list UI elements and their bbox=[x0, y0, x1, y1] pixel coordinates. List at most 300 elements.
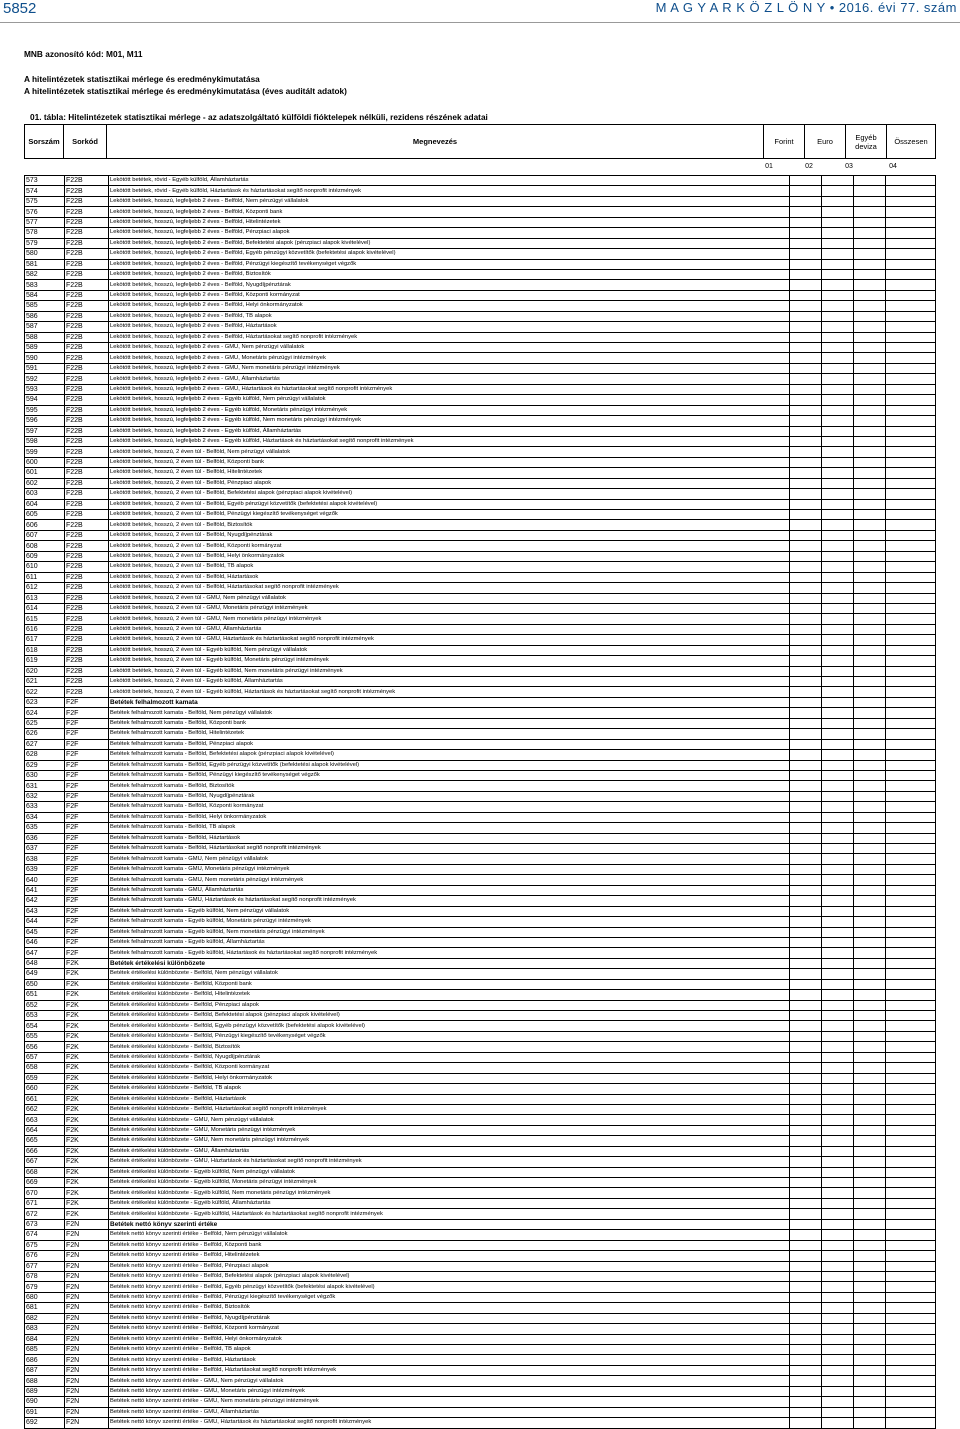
row-egyeb bbox=[854, 729, 886, 739]
row-megnevezes: Betétek értékelési különbözete - GMU, Nem pénzügyi vállalatok bbox=[109, 1115, 790, 1125]
row-egyeb bbox=[854, 186, 886, 196]
row-megnevezes: Betétek értékelési különbözete - Belföld, Pénzpiaci alapok bbox=[109, 1000, 790, 1010]
row-osszesen bbox=[886, 489, 936, 499]
row-megnevezes: Lekötött betétek, hosszú, 2 éven túl - Belföld, Hitelintézetek bbox=[109, 468, 790, 478]
row-egyeb bbox=[854, 1324, 886, 1334]
row-sorkod: F22B bbox=[65, 687, 109, 697]
row-sorkod: F22B bbox=[65, 259, 109, 269]
row-forint bbox=[790, 489, 822, 499]
table-row bbox=[25, 885, 936, 895]
row-forint bbox=[790, 1125, 822, 1135]
row-euro bbox=[822, 614, 854, 624]
row-egyeb bbox=[854, 885, 886, 895]
row-sorkod: F2F bbox=[65, 844, 109, 854]
row-megnevezes: Betétek nettó könyv szerinti értéke - Belföld, Befektetési alapok (pénzpiaci alapok kivételével) bbox=[109, 1271, 790, 1281]
row-megnevezes: Lekötött betétek, hosszú, 2 éven túl - Belföld, Nyugdíjpénztárak bbox=[109, 530, 790, 540]
row-forint bbox=[790, 332, 822, 342]
row-forint bbox=[790, 1407, 822, 1417]
row-euro bbox=[822, 332, 854, 342]
table-row bbox=[25, 1073, 936, 1083]
row-sorszam: 656 bbox=[25, 1042, 65, 1052]
row-egyeb bbox=[854, 301, 886, 311]
row-megnevezes: Betétek felhalmozott kamata - Belföld, Pénzügyi kiegészítő tevékenységet végzők bbox=[109, 770, 790, 780]
row-egyeb bbox=[854, 1313, 886, 1323]
table-row bbox=[25, 478, 936, 488]
row-euro bbox=[822, 750, 854, 760]
row-egyeb bbox=[854, 1063, 886, 1073]
row-sorkod: F2N bbox=[65, 1251, 109, 1261]
row-egyeb bbox=[854, 1084, 886, 1094]
row-sorszam: 669 bbox=[25, 1178, 65, 1188]
table-row bbox=[25, 1031, 936, 1041]
row-forint bbox=[790, 217, 822, 227]
row-megnevezes: Betétek értékelési különbözete - Belföld, Nyugdíjpénztárak bbox=[109, 1052, 790, 1062]
row-euro bbox=[822, 864, 854, 874]
row-sorszam: 671 bbox=[25, 1198, 65, 1208]
row-osszesen bbox=[886, 1209, 936, 1219]
row-sorszam: 636 bbox=[25, 833, 65, 843]
row-euro bbox=[822, 781, 854, 791]
row-sorszam: 632 bbox=[25, 791, 65, 801]
row-sorszam: 607 bbox=[25, 530, 65, 540]
table-row bbox=[25, 1292, 936, 1302]
row-sorkod: F22B bbox=[65, 207, 109, 217]
table-row bbox=[25, 791, 936, 801]
row-megnevezes: Lekötött betétek, hosszú, 2 éven túl - Egyéb külföld, Nem pénzügyi vállalatok bbox=[109, 645, 790, 655]
row-forint bbox=[790, 259, 822, 269]
row-forint bbox=[790, 426, 822, 436]
row-sorszam: 611 bbox=[25, 572, 65, 582]
mnb-code: MNB azonosító kód: M01, M11 bbox=[24, 49, 143, 59]
table-row bbox=[25, 603, 936, 613]
row-forint bbox=[790, 1292, 822, 1302]
row-sorszam: 604 bbox=[25, 499, 65, 509]
table-row bbox=[25, 1094, 936, 1104]
row-megnevezes: Lekötött betétek, hosszú, legfeljebb 2 éves - GMU, Államháztartás bbox=[109, 374, 790, 384]
row-sorkod: F2K bbox=[65, 990, 109, 1000]
row-megnevezes: Betétek felhalmozott kamata - Egyéb külföld, Nem pénzügyi vállalatok bbox=[109, 906, 790, 916]
row-sorszam: 683 bbox=[25, 1324, 65, 1334]
row-megnevezes: Betétek értékelési különbözete - GMU, Nem monetáris pénzügyi intézmények bbox=[109, 1136, 790, 1146]
row-osszesen bbox=[886, 186, 936, 196]
row-forint bbox=[790, 238, 822, 248]
row-sorkod: F22B bbox=[65, 468, 109, 478]
row-megnevezes: Betétek felhalmozott kamata - Belföld, Nem pénzügyi vállalatok bbox=[109, 708, 790, 718]
row-egyeb bbox=[854, 311, 886, 321]
row-euro bbox=[822, 1292, 854, 1302]
row-megnevezes: Lekötött betétek, rövid - Egyéb külföld, Államháztartás bbox=[109, 176, 790, 186]
row-megnevezes: Betétek nettó könyv szerinti értéke bbox=[109, 1219, 790, 1229]
row-osszesen bbox=[886, 1230, 936, 1240]
row-sorszam: 648 bbox=[25, 958, 65, 968]
row-euro bbox=[822, 1115, 854, 1125]
row-megnevezes: Lekötött betétek, hosszú, 2 éven túl - GMU, Háztartások és háztartásokat segítő nonprofit intézmények bbox=[109, 635, 790, 645]
table-row bbox=[25, 1324, 936, 1334]
row-osszesen bbox=[886, 1397, 936, 1407]
row-osszesen bbox=[886, 624, 936, 634]
row-sorszam: 643 bbox=[25, 906, 65, 916]
row-sorkod: F22B bbox=[65, 499, 109, 509]
row-sorszam: 626 bbox=[25, 729, 65, 739]
row-osszesen bbox=[886, 645, 936, 655]
row-egyeb bbox=[854, 238, 886, 248]
table-row bbox=[25, 1188, 936, 1198]
row-sorkod: F22B bbox=[65, 457, 109, 467]
row-euro bbox=[822, 854, 854, 864]
row-euro bbox=[822, 1125, 854, 1135]
row-forint bbox=[790, 1376, 822, 1386]
row-forint bbox=[790, 1167, 822, 1177]
row-osszesen bbox=[886, 1345, 936, 1355]
row-forint bbox=[790, 1104, 822, 1114]
row-euro bbox=[822, 426, 854, 436]
row-forint bbox=[790, 1178, 822, 1188]
row-sorszam: 615 bbox=[25, 614, 65, 624]
table-row bbox=[25, 823, 936, 833]
row-euro bbox=[822, 1334, 854, 1344]
row-egyeb bbox=[854, 1073, 886, 1083]
report-title-2: A hitelintézetek statisztikai mérlege és eredménykimutatása (éves auditált adatok) bbox=[24, 86, 347, 96]
row-euro bbox=[822, 468, 854, 478]
row-egyeb bbox=[854, 844, 886, 854]
table-row bbox=[25, 551, 936, 561]
row-sorszam: 638 bbox=[25, 854, 65, 864]
row-megnevezes: Lekötött betétek, hosszú, 2 éven túl - Belföld, Befektetési alapok (pénzpiaci alapok kivételével) bbox=[109, 489, 790, 499]
row-megnevezes: Betétek felhalmozott kamata - Egyéb külföld, Nem monetáris pénzügyi intézmények bbox=[109, 927, 790, 937]
row-forint bbox=[790, 1230, 822, 1240]
table-row bbox=[25, 687, 936, 697]
row-osszesen bbox=[886, 583, 936, 593]
row-egyeb bbox=[854, 864, 886, 874]
row-megnevezes: Betétek értékelési különbözete - Belföld, Befektetési alapok (pénzpiaci alapok kivételével) bbox=[109, 1011, 790, 1021]
row-osszesen bbox=[886, 290, 936, 300]
table-row bbox=[25, 645, 936, 655]
row-sorszam: 644 bbox=[25, 917, 65, 927]
row-megnevezes: Lekötött betétek, hosszú, legfeljebb 2 éves - Belföld, Háztartások bbox=[109, 322, 790, 332]
row-forint bbox=[790, 196, 822, 206]
row-osszesen bbox=[886, 875, 936, 885]
row-forint bbox=[790, 614, 822, 624]
row-osszesen bbox=[886, 1198, 936, 1208]
row-egyeb bbox=[854, 1355, 886, 1365]
row-forint bbox=[790, 353, 822, 363]
row-megnevezes: Lekötött betétek, hosszú, 2 éven túl - GMU, Államháztartás bbox=[109, 624, 790, 634]
row-osszesen bbox=[886, 937, 936, 947]
row-sorszam: 622 bbox=[25, 687, 65, 697]
row-euro bbox=[822, 269, 854, 279]
row-forint bbox=[790, 207, 822, 217]
row-egyeb bbox=[854, 1345, 886, 1355]
row-osszesen bbox=[886, 1052, 936, 1062]
row-euro bbox=[822, 885, 854, 895]
row-egyeb bbox=[854, 1261, 886, 1271]
row-osszesen bbox=[886, 635, 936, 645]
row-sorkod: F2N bbox=[65, 1313, 109, 1323]
row-megnevezes: Betétek felhalmozott kamata - Belföld, Egyéb pénzügyi közvetítők (befektetési alapok kivételével) bbox=[109, 760, 790, 770]
table-row bbox=[25, 196, 936, 206]
row-euro bbox=[822, 416, 854, 426]
row-sorkod: F22B bbox=[65, 395, 109, 405]
row-egyeb bbox=[854, 1000, 886, 1010]
row-forint bbox=[790, 1303, 822, 1313]
row-sorkod: F22B bbox=[65, 249, 109, 259]
row-sorkod: F22B bbox=[65, 593, 109, 603]
row-megnevezes: Lekötött betétek, hosszú, legfeljebb 2 éves - Egyéb külföld, Nem monetáris pénzügyi intézmények bbox=[109, 416, 790, 426]
row-osszesen bbox=[886, 1313, 936, 1323]
row-sorszam: 575 bbox=[25, 196, 65, 206]
row-sorkod: F2N bbox=[65, 1303, 109, 1313]
row-sorszam: 619 bbox=[25, 656, 65, 666]
row-megnevezes: Betétek nettó könyv szerinti értéke - Belföld, Központi bank bbox=[109, 1240, 790, 1250]
row-egyeb bbox=[854, 217, 886, 227]
row-megnevezes: Betétek nettó könyv szerinti értéke - GMU, Nem pénzügyi vállalatok bbox=[109, 1376, 790, 1386]
row-osszesen bbox=[886, 1240, 936, 1250]
row-sorszam: 689 bbox=[25, 1386, 65, 1396]
row-forint bbox=[790, 1146, 822, 1156]
row-euro bbox=[822, 635, 854, 645]
row-euro bbox=[822, 541, 854, 551]
row-megnevezes: Lekötött betétek, hosszú, legfeljebb 2 éves - GMU, Monetáris pénzügyi intézmények bbox=[109, 353, 790, 363]
row-osszesen bbox=[886, 259, 936, 269]
row-euro bbox=[822, 791, 854, 801]
row-euro bbox=[822, 1313, 854, 1323]
row-egyeb bbox=[854, 353, 886, 363]
row-sorszam: 682 bbox=[25, 1313, 65, 1323]
row-forint bbox=[790, 750, 822, 760]
row-sorszam: 640 bbox=[25, 875, 65, 885]
row-egyeb bbox=[854, 1021, 886, 1031]
table-row bbox=[25, 1063, 936, 1073]
row-sorkod: F2N bbox=[65, 1271, 109, 1281]
row-egyeb bbox=[854, 176, 886, 186]
row-sorkod: F2K bbox=[65, 1125, 109, 1135]
row-sorkod: F22B bbox=[65, 436, 109, 446]
row-osszesen bbox=[886, 1261, 936, 1271]
table-row bbox=[25, 677, 936, 687]
row-osszesen bbox=[886, 196, 936, 206]
row-osszesen bbox=[886, 1167, 936, 1177]
row-megnevezes: Betétek nettó könyv szerinti értéke - Belföld, TB alapok bbox=[109, 1345, 790, 1355]
row-euro bbox=[822, 593, 854, 603]
row-megnevezes: Betétek felhalmozott kamata - GMU, Monetáris pénzügyi intézmények bbox=[109, 864, 790, 874]
row-megnevezes: Betétek nettó könyv szerinti értéke - GMU, Monetáris pénzügyi intézmények bbox=[109, 1386, 790, 1396]
row-sorkod: F22B bbox=[65, 176, 109, 186]
row-megnevezes: Betétek értékelési különbözete bbox=[109, 958, 790, 968]
row-sorkod: F2F bbox=[65, 812, 109, 822]
row-egyeb bbox=[854, 697, 886, 707]
row-sorkod: F2F bbox=[65, 708, 109, 718]
table-row bbox=[25, 499, 936, 509]
table-row bbox=[25, 666, 936, 676]
row-sorkod: F22B bbox=[65, 677, 109, 687]
row-forint bbox=[790, 1251, 822, 1261]
row-euro bbox=[822, 729, 854, 739]
row-megnevezes: Lekötött betétek, hosszú, 2 éven túl - Egyéb külföld, Nem monetáris pénzügyi intézmények bbox=[109, 666, 790, 676]
table-row bbox=[25, 353, 936, 363]
row-osszesen bbox=[886, 1355, 936, 1365]
row-sorkod: F22B bbox=[65, 228, 109, 238]
row-sorkod: F2K bbox=[65, 1136, 109, 1146]
row-sorkod: F2N bbox=[65, 1376, 109, 1386]
row-megnevezes: Betétek nettó könyv szerinti értéke - Belföld, Nem pénzügyi vállalatok bbox=[109, 1230, 790, 1240]
table-row bbox=[25, 1052, 936, 1062]
row-euro bbox=[822, 249, 854, 259]
row-sorszam: 685 bbox=[25, 1345, 65, 1355]
row-sorkod: F22B bbox=[65, 196, 109, 206]
row-sorkod: F2K bbox=[65, 1052, 109, 1062]
row-osszesen bbox=[886, 969, 936, 979]
report-title-1: A hitelintézetek statisztikai mérlege és eredménykimutatása bbox=[24, 74, 260, 84]
row-egyeb bbox=[854, 854, 886, 864]
row-euro bbox=[822, 1261, 854, 1271]
row-egyeb bbox=[854, 207, 886, 217]
table-row bbox=[25, 426, 936, 436]
row-egyeb bbox=[854, 1167, 886, 1177]
col-header-egyeb: Egyéb deviza bbox=[846, 125, 887, 159]
row-sorszam: 663 bbox=[25, 1115, 65, 1125]
table-row bbox=[25, 802, 936, 812]
row-osszesen bbox=[886, 1365, 936, 1375]
row-sorkod: F2K bbox=[65, 1042, 109, 1052]
row-osszesen bbox=[886, 1011, 936, 1021]
row-euro bbox=[822, 363, 854, 373]
row-egyeb bbox=[854, 802, 886, 812]
row-sorkod: F2N bbox=[65, 1230, 109, 1240]
row-megnevezes: Betétek értékelési különbözete - Egyéb külföld, Nem monetáris pénzügyi intézmények bbox=[109, 1188, 790, 1198]
row-euro bbox=[822, 823, 854, 833]
row-euro bbox=[822, 510, 854, 520]
table-row bbox=[25, 447, 936, 457]
row-sorkod: F2F bbox=[65, 833, 109, 843]
row-osszesen bbox=[886, 280, 936, 290]
row-osszesen bbox=[886, 1063, 936, 1073]
row-megnevezes: Betétek felhalmozott kamata - Belföld, Központi bank bbox=[109, 718, 790, 728]
table-row bbox=[25, 1282, 936, 1292]
row-forint bbox=[790, 280, 822, 290]
row-egyeb bbox=[854, 739, 886, 749]
row-sorkod: F22B bbox=[65, 447, 109, 457]
table-row bbox=[25, 656, 936, 666]
row-euro bbox=[822, 677, 854, 687]
row-osszesen bbox=[886, 666, 936, 676]
table-row bbox=[25, 1011, 936, 1021]
row-osszesen bbox=[886, 1073, 936, 1083]
row-megnevezes: Betétek felhalmozott kamata - GMU, Nem monetáris pénzügyi intézmények bbox=[109, 875, 790, 885]
row-forint bbox=[790, 1073, 822, 1083]
row-sorkod: F2K bbox=[65, 1084, 109, 1094]
row-euro bbox=[822, 1251, 854, 1261]
row-sorszam: 639 bbox=[25, 864, 65, 874]
row-sorszam: 629 bbox=[25, 760, 65, 770]
row-sorkod: F22B bbox=[65, 280, 109, 290]
row-euro bbox=[822, 196, 854, 206]
row-sorkod: F22B bbox=[65, 656, 109, 666]
row-osszesen bbox=[886, 948, 936, 958]
row-megnevezes: Betétek értékelési különbözete - Egyéb külföld, Államháztartás bbox=[109, 1198, 790, 1208]
table-row bbox=[25, 1313, 936, 1323]
row-forint bbox=[790, 583, 822, 593]
row-sorszam: 616 bbox=[25, 624, 65, 634]
row-sorszam: 666 bbox=[25, 1146, 65, 1156]
row-megnevezes: Betétek felhalmozott kamata - GMU, Államháztartás bbox=[109, 885, 790, 895]
row-forint bbox=[790, 781, 822, 791]
row-egyeb bbox=[854, 332, 886, 342]
col-header-sorkod: Sorkód bbox=[64, 125, 107, 159]
row-sorkod: F2K bbox=[65, 969, 109, 979]
row-euro bbox=[822, 1386, 854, 1396]
row-megnevezes: Lekötött betétek, hosszú, legfeljebb 2 éves - Belföld, Helyi önkormányzatok bbox=[109, 301, 790, 311]
row-euro bbox=[822, 1418, 854, 1428]
row-sorkod: F2F bbox=[65, 906, 109, 916]
row-megnevezes: Lekötött betétek, hosszú, 2 éven túl - Belföld, TB alapok bbox=[109, 562, 790, 572]
row-egyeb bbox=[854, 196, 886, 206]
row-osszesen bbox=[886, 436, 936, 446]
row-sorkod: F22B bbox=[65, 489, 109, 499]
row-forint bbox=[790, 718, 822, 728]
row-osszesen bbox=[886, 405, 936, 415]
row-megnevezes: Betétek felhalmozott kamata - Belföld, Pénzpiaci alapok bbox=[109, 739, 790, 749]
table-row bbox=[25, 259, 936, 269]
row-sorkod: F2F bbox=[65, 917, 109, 927]
row-osszesen bbox=[886, 1084, 936, 1094]
row-euro bbox=[822, 687, 854, 697]
row-sorkod: F22B bbox=[65, 332, 109, 342]
row-euro bbox=[822, 990, 854, 1000]
row-osszesen bbox=[886, 812, 936, 822]
row-sorkod: F2F bbox=[65, 781, 109, 791]
row-sorkod: F22B bbox=[65, 572, 109, 582]
row-egyeb bbox=[854, 1136, 886, 1146]
row-euro bbox=[822, 1104, 854, 1114]
row-megnevezes: Betétek értékelési különbözete - Belföld, Nem pénzügyi vállalatok bbox=[109, 969, 790, 979]
row-forint bbox=[790, 363, 822, 373]
row-forint bbox=[790, 395, 822, 405]
row-forint bbox=[790, 1271, 822, 1281]
row-sorszam: 676 bbox=[25, 1251, 65, 1261]
row-megnevezes: Lekötött betétek, hosszú, legfeljebb 2 éves - Belföld, Egyéb pénzügyi közvetítők (befektetési alapok kivételével) bbox=[109, 249, 790, 259]
row-sorszam: 674 bbox=[25, 1230, 65, 1240]
row-megnevezes: Betétek felhalmozott kamata - Egyéb külföld, Államháztartás bbox=[109, 937, 790, 947]
col-number-04: 04 bbox=[889, 163, 897, 170]
row-forint bbox=[790, 656, 822, 666]
row-egyeb bbox=[854, 1094, 886, 1104]
row-forint bbox=[790, 1282, 822, 1292]
row-forint bbox=[790, 854, 822, 864]
row-egyeb bbox=[854, 374, 886, 384]
table-row bbox=[25, 1230, 936, 1240]
table-row bbox=[25, 1125, 936, 1135]
row-egyeb bbox=[854, 1125, 886, 1135]
row-sorszam: 665 bbox=[25, 1136, 65, 1146]
row-forint bbox=[790, 1219, 822, 1229]
row-egyeb bbox=[854, 499, 886, 509]
row-egyeb bbox=[854, 1334, 886, 1344]
row-forint bbox=[790, 729, 822, 739]
row-megnevezes: Lekötött betétek, hosszú, 2 éven túl - GMU, Nem monetáris pénzügyi intézmények bbox=[109, 614, 790, 624]
row-sorkod: F22B bbox=[65, 322, 109, 332]
row-megnevezes: Betétek értékelési különbözete - Belföld, Biztosítók bbox=[109, 1042, 790, 1052]
row-egyeb bbox=[854, 666, 886, 676]
row-egyeb bbox=[854, 1104, 886, 1114]
row-egyeb bbox=[854, 259, 886, 269]
row-euro bbox=[822, 1011, 854, 1021]
row-sorszam: 573 bbox=[25, 176, 65, 186]
col-header-sorszam: Sorszám bbox=[25, 125, 64, 159]
row-sorkod: F2N bbox=[65, 1365, 109, 1375]
row-euro bbox=[822, 238, 854, 248]
row-forint bbox=[790, 697, 822, 707]
row-osszesen bbox=[886, 1188, 936, 1198]
